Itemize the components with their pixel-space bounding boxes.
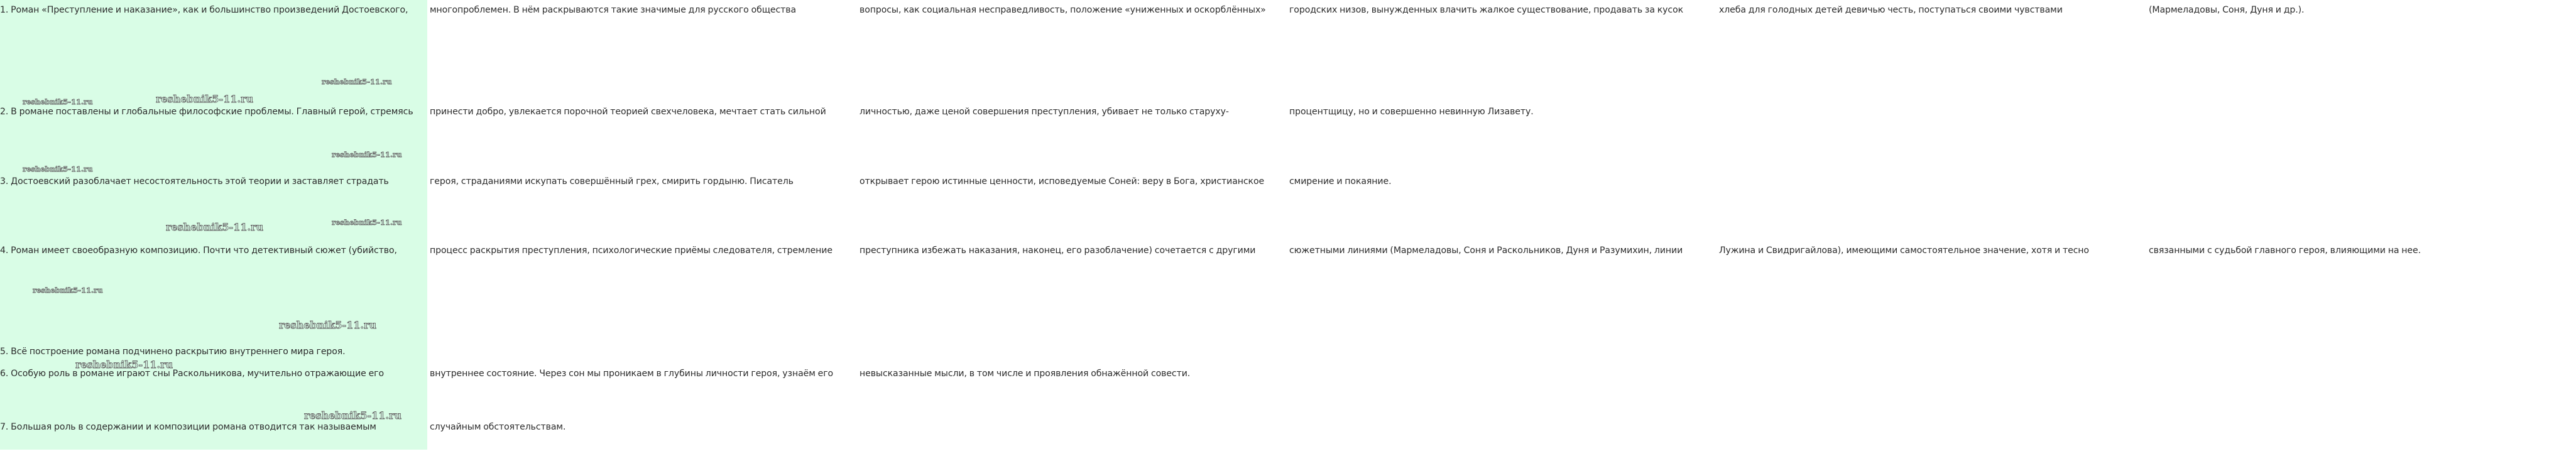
paragraph-3-line-4: смирение и покаяние. [1289, 176, 1392, 187]
paragraph-2 [0, 105, 1534, 119]
paragraph-3-line-3: открывает герою истинные ценности, исповедуемые Соней: веру в Бога, христианское [859, 176, 1264, 187]
watermark: reshebnik5-11.ru [332, 150, 402, 159]
paragraph-4-line-6: связанными с судьбой главного героя, влияющими на нее. [2148, 246, 2421, 256]
watermark: reshebnik5-11.ru [279, 319, 377, 331]
watermark: reshebnik5-11.ru [304, 409, 402, 421]
paragraph-2-line-2: принести добро, увлекается порочной теорией свехчеловека, мечтает стать сильной [429, 107, 826, 117]
paragraph-4-line-3: преступника избежать наказания, наконец, его разоблачение) сочетается с другими [859, 246, 1256, 256]
paragraph-2-line-4: процентщицу, но и совершенно невинную Лизавету. [1289, 107, 1534, 117]
paragraph-1-line-6: (Мармеладовы, Соня, Дуня и др.). [2148, 5, 2305, 15]
paragraph-3-line-2: героя, страданиями искупать совершённый грех, смирить гордыню. Писатель [429, 176, 794, 187]
paragraph-1-line-2: многопроблемен. В нём раскрываются такие значимые для русского общества [429, 5, 796, 15]
paragraph-2-line-1: 2. В романе поставлены и глобальные философские проблемы. Главный герой, стремясь [0, 107, 413, 117]
paragraph-3 [0, 175, 1392, 189]
paragraph-4-line-2: процесс раскрытия преступления, психологические приёмы следователя, стремление [429, 246, 832, 256]
paragraph-1-line-5: хлеба для голодных детей девичью честь, поступаться своими чувствами [1718, 5, 2063, 15]
watermark: reshebnik5-11.ru [322, 77, 392, 86]
paragraph-6-line-3: невысказанные мысли, в том числе и проявления обнажённой совести. [859, 369, 1191, 379]
paragraph-7-line-1: 7. Большая роль в содержании и композиции романа отводится так называемым [0, 422, 376, 432]
watermark: reshebnik5-11.ru [75, 359, 173, 371]
paragraph-7-line-2: случайным обстоятельствам. [429, 422, 566, 432]
paragraph-5 [0, 345, 427, 359]
watermark: reshebnik5-11.ru [33, 286, 103, 295]
paragraph-1 [0, 3, 2305, 18]
paragraph-4-line-4: сюжетными линиями (Мармеладовы, Соня и Раскольников, Дуня и Разумихин, линии [1289, 246, 1683, 256]
paragraph-7 [0, 420, 566, 435]
watermark: reshebnik5-11.ru [23, 97, 93, 106]
paragraph-5-line-1: 5. Всё построение романа подчинено раскрытию внутреннего мира героя. [0, 347, 346, 357]
paragraph-1-line-1: 1. Роман «Преступление и наказание», как и большинство произведений Достоевского, [0, 5, 408, 15]
watermark: reshebnik5-11.ru [332, 218, 402, 227]
paragraph-1-line-4: городских низов, вынужденных влачить жалкое существование, продавать за кусок [1289, 5, 1683, 15]
watermark: reshebnik5-11.ru [23, 165, 93, 173]
paragraph-3-line-1: 3. Достоевский разоблачает несостоятельность этой теории и заставляет страдать [0, 176, 389, 187]
paragraph-4 [0, 244, 2421, 258]
paragraph-6-line-2: внутреннее состояние. Через сон мы проникаем в глубины личности героя, узнаём его [429, 369, 833, 379]
watermark: reshebnik5-11.ru [156, 93, 254, 105]
paragraph-6 [0, 367, 1191, 381]
paragraph-4-line-1: 4. Роман имеет своеобразную композицию. Почти что детективный сюжет (убийство, [0, 246, 397, 256]
paragraph-6-line-1: 6. Особую роль в романе играют сны Раскольникова, мучительно отражающие его [0, 369, 385, 379]
paragraph-2-line-3: личностью, даже ценой совершения преступления, убивает не только старуху- [859, 107, 1229, 117]
watermark: reshebnik5-11.ru [166, 221, 264, 233]
paragraph-1-line-3: вопросы, как социальная несправедливость, положение «униженных и оскорблённых» [859, 5, 1266, 15]
paragraph-4-line-5: Лужина и Свидригайлова), имеющими самостоятельное значение, хотя и тесно [1718, 246, 2089, 256]
